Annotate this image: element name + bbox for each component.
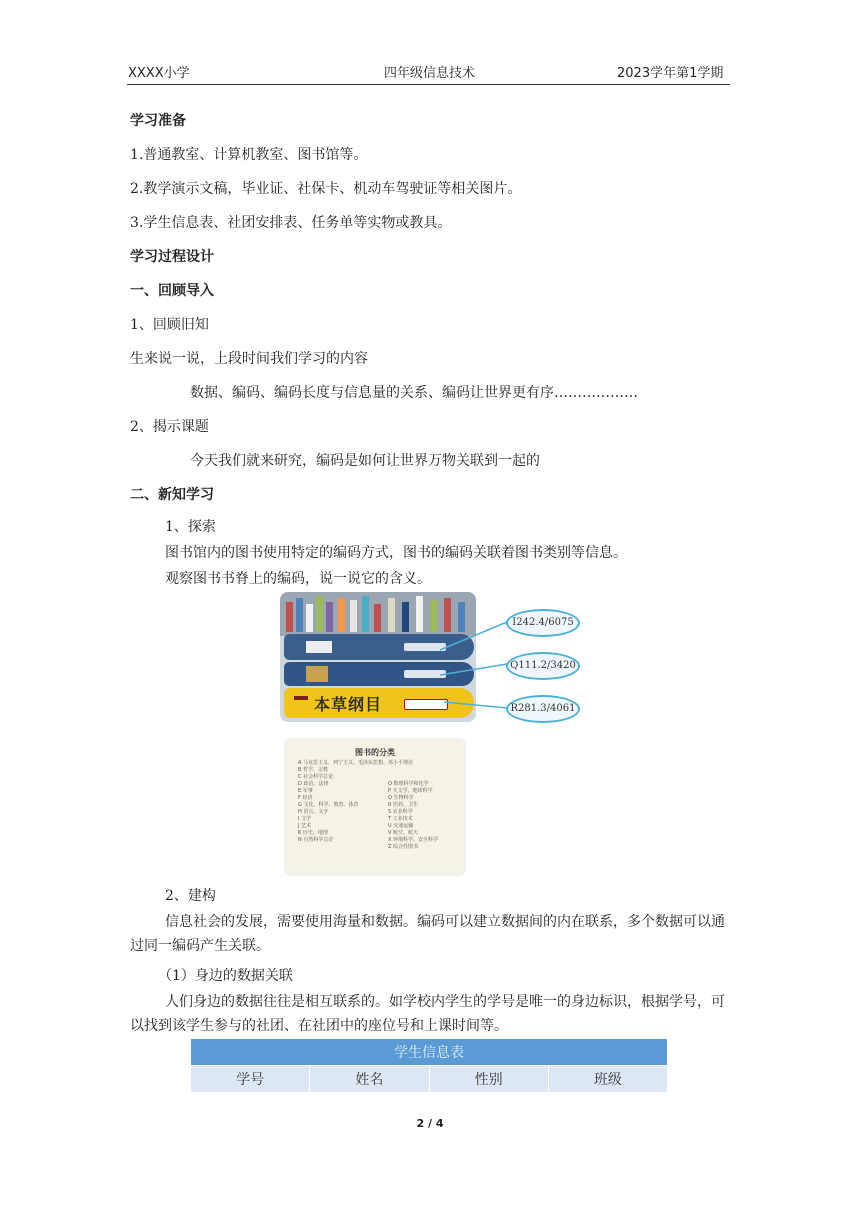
class-item: T 工业技术 [388, 816, 413, 822]
review-text: 生来说一说，上段时间我们学习的内容 [130, 351, 368, 367]
review-step: 1、回顾旧知 [130, 317, 209, 333]
class-item: H 语言、文字 [298, 809, 329, 815]
explore-step: 1、探索 [165, 519, 216, 535]
class-item: G 文化、科学、教育、体育 [298, 802, 359, 808]
class-item: E 军事 [298, 788, 313, 794]
build-step: 2、建构 [165, 888, 216, 904]
book-spine-title: 本草纲目 [314, 695, 383, 714]
table-title: 学生信息表 [191, 1039, 668, 1066]
class-item: Z 综合性图书 [388, 844, 419, 850]
class-item: V 航空、航天 [388, 830, 419, 836]
call-number-callout: R281.3/4061 [506, 695, 580, 723]
reveal-step: 2、揭示课题 [130, 419, 209, 435]
explore-text: 图书馆内的图书使用特定的编码方式，图书的编码关联着图书类别等信息。 [165, 545, 627, 561]
class-item: J 艺术 [298, 823, 312, 829]
student-info-table [190, 1038, 668, 1093]
column-header: 班级 [548, 1066, 667, 1093]
subsection-heading: （1）身边的数据关联 [158, 968, 293, 984]
class-item: Q 生物科学 [388, 795, 414, 801]
process-heading: 学习过程设计 [130, 249, 214, 265]
section-new-heading: 二、新知学习 [130, 487, 214, 503]
class-item: P 天文学、地球科学 [388, 788, 433, 794]
class-item: R 医药、卫生 [388, 802, 419, 808]
prep-item: 1.普通教室、计算机教室、图书馆等。 [130, 147, 368, 163]
sub1-text: 人们身边的数据往往是相互联系的。如学校内学生的学号是唯一的身边标识，根据学号，可以找到该学生参与的社团、在社团中的座位号和上课时间等。 [130, 994, 725, 1034]
section-review-heading: 一、回顾导入 [130, 283, 214, 299]
class-item: A 马克思主义、列宁主义、毛泽东思想、邓小平理论 [298, 760, 414, 766]
class-item: F 经济 [298, 795, 313, 801]
class-item: B 哲学、宗教 [298, 767, 329, 773]
card-title: 图书的分类 [355, 748, 395, 757]
column-header: 性别 [429, 1066, 548, 1093]
class-item: S 农业科学 [388, 809, 413, 815]
page-number: 2 / 4 [416, 1117, 444, 1130]
prep-item: 2.教学演示文稿，毕业证、社保卡、机动车驾驶证等相关图片。 [130, 181, 522, 197]
explore-text: 观察图书书脊上的编码，说一说它的含义。 [165, 571, 431, 587]
class-item: D 政治、法律 [298, 781, 329, 787]
class-item: I 文学 [298, 816, 312, 822]
column-header: 学号 [191, 1066, 310, 1093]
column-header: 姓名 [310, 1066, 429, 1093]
header-course: 四年级信息技术 [384, 66, 476, 81]
call-number-callout: Q111.2/3420 [506, 652, 580, 680]
prep-heading: 学习准备 [130, 113, 186, 129]
class-item: K 历史、地理 [298, 830, 328, 836]
class-item: O 数理科学和化学 [388, 781, 429, 787]
prep-item: 3.学生信息表、社团安排表、任务单等实物或教具。 [130, 215, 452, 231]
call-number-callout: I242.4/6075 [506, 609, 580, 637]
build-text: 信息社会的发展，需要使用海量和数据。编码可以建立数据间的内在联系，多个数据可以通过同一编码产生关联。 [130, 914, 725, 954]
reveal-text: 今天我们就来研究，编码是如何让世界万物关联到一起的 [190, 453, 540, 469]
class-item: N 自然科学总论 [298, 837, 334, 843]
review-content: 数据、编码、编码长度与信息量的关系、编码让世界更有序……………… [190, 385, 638, 401]
header-school: XXXX小学 [128, 66, 190, 81]
book-classification-card [286, 740, 464, 874]
header-term: 2023学年第1学期 [617, 66, 724, 81]
class-item: U 交通运输 [388, 823, 414, 829]
class-item: C 社会科学总论 [298, 774, 334, 780]
table-header-row [191, 1066, 668, 1093]
class-item: X 环境科学、安全科学 [388, 837, 439, 843]
